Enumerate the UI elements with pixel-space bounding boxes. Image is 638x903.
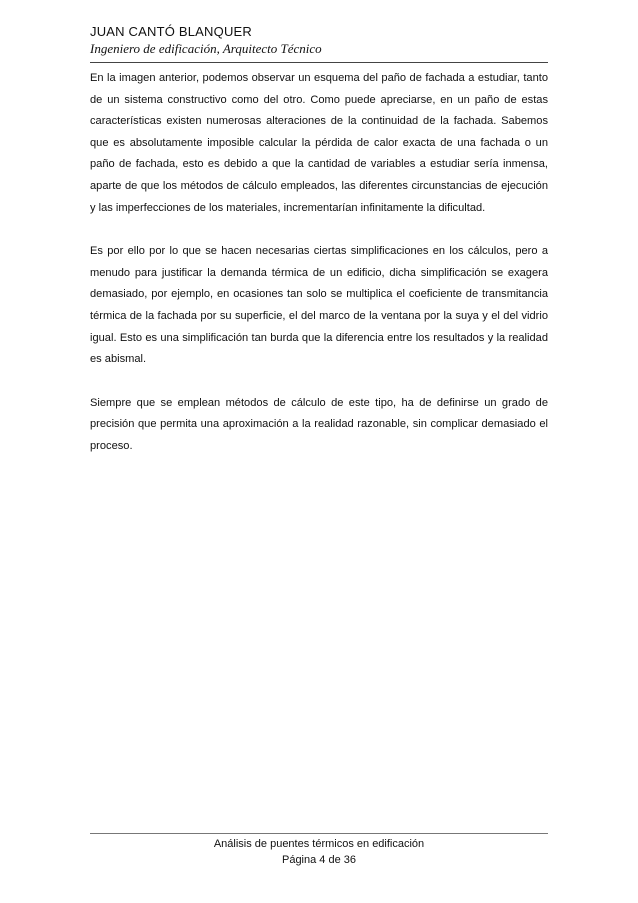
page-number: Página 4 de 36: [281, 854, 356, 866]
header-divider: [90, 62, 548, 63]
paragraph: Siempre que se emplean métodos de cálculo de este tipo, ha de definirse un grado de precisión que permita una aproximación a la realidad razonable, sin complicar demasiado el proceso.: [90, 396, 548, 452]
page-header: [90, 24, 548, 57]
document-title: Análisis de puentes térmicos en edificación: [213, 838, 425, 850]
page-footer: [90, 836, 548, 868]
document-body: [90, 68, 548, 480]
paragraph: Es por ello por lo que se hacen necesarias ciertas simplificaciones en los cálculos, pero a menudo para justificar la demanda térmica de un edificio, dicha simplificación se exagera demasiado, por ejemplo, en ocasiones tan solo se multiplica el coeficiente de transmitancia térmica de la fachada por su superficie, el del marco de la ventana por la suya y el del vidrio igual. Esto es una simplificación tan burda que la diferencia entre los resultados y la realidad es abismal.: [90, 245, 548, 366]
footer-divider: [90, 833, 548, 834]
paragraph: En la imagen anterior, podemos observar un esquema del paño de fachada a estudiar, tanto de un sistema constructivo como del otro. Como puede apreciarse, en un paño de estas características existen numerosas alteraciones de la continuidad de la fachada. Sabemos que es absolutamente imposible calcular la pérdida de calor exacta de una fachada o un paño de fachada, esto es debido a que la cantidad de variables a estudiar sería inmensa, aparte de que los métodos de cálculo empleados, las diferentes circunstancias de ejecución y las imperfecciones de los materiales, incrementarían infinitamente la dificultad.: [90, 72, 548, 214]
author-name: JUAN CANTÓ BLANQUER: [90, 24, 252, 39]
author-title: Ingeniero de edificación, Arquitecto Técnico: [90, 41, 322, 56]
